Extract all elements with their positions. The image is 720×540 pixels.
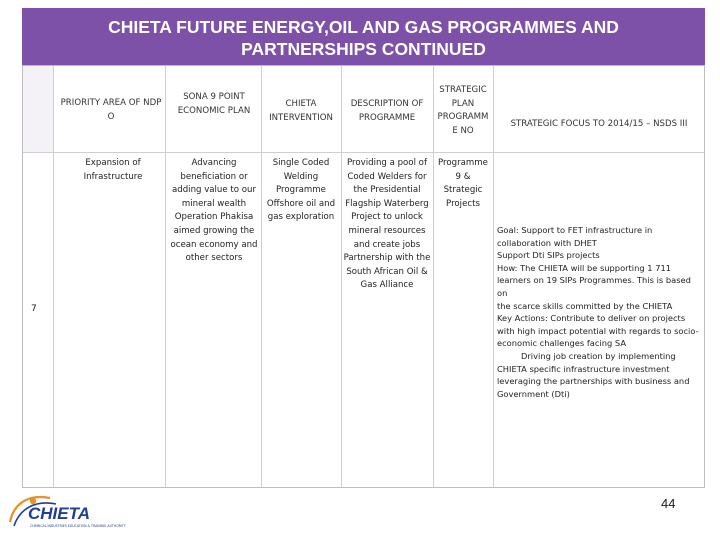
focus-line: the scarce skills committed by the CHIETA bbox=[497, 300, 673, 311]
logo-tagline: CHEMICAL INDUSTRIES EDUCATION & TRAINING AUTHORITY bbox=[30, 524, 126, 528]
focus-line: collaboration with DHET bbox=[497, 237, 597, 248]
focus-line: learners on 19 SIPs Programmes. This is based on bbox=[497, 275, 691, 298]
row-number: 7 bbox=[31, 304, 37, 314]
focus-line: Support Dti SIPs projects bbox=[497, 250, 600, 261]
focus-line: Driving job creation by implementing bbox=[521, 350, 676, 361]
header-description: DESCRIPTION OF PROGRAMME bbox=[350, 99, 424, 123]
cell-chieta-intervention: Single Coded Welding Programme Offshore oil and gas exploration bbox=[266, 158, 336, 223]
column-divider bbox=[433, 66, 434, 487]
column-divider bbox=[165, 66, 166, 487]
slide-title bbox=[22, 8, 705, 65]
focus-line: Goal: Support to FET infrastructure in bbox=[497, 225, 653, 235]
focus-line: economic challenges facing SA bbox=[497, 338, 627, 349]
cell-strategic-plan: Programme 9 & Strategic Projects bbox=[438, 158, 488, 209]
programmes-table bbox=[22, 65, 705, 488]
focus-line: CHIETA specific infrastructure investment bbox=[497, 363, 670, 374]
focus-line: with high impact potential with regards to socio- bbox=[497, 325, 699, 336]
cell-description: Providing a pool of Coded Welders for the Presidential Flagship Waterberg Project to unlock mineral resources and create jobs Partnership with the South African Oil & Gas Alliance bbox=[343, 158, 431, 291]
focus-line: Key Actions: Contribute to deliver on projects bbox=[497, 313, 686, 324]
column-divider bbox=[493, 66, 494, 487]
page-number: 44 bbox=[661, 496, 676, 511]
header-chieta-intervention: CHIETA INTERVENTION bbox=[269, 99, 333, 123]
column-divider bbox=[261, 66, 262, 487]
column-divider bbox=[53, 66, 54, 487]
header-sona-plan: SONA 9 POINT ECONOMIC PLAN bbox=[177, 92, 251, 116]
focus-line: Government (Dti) bbox=[497, 388, 570, 399]
header-strategic-plan: STRATEGIC PLAN PROGRAMM E NO bbox=[437, 85, 489, 136]
cell-strategic-focus bbox=[497, 224, 703, 400]
slide-title-line-1: CHIETA FUTURE ENERGY,OIL AND GAS PROGRAMMES AND bbox=[108, 17, 619, 37]
row-number-column-header bbox=[23, 66, 53, 152]
logo-wordmark: CHIETA bbox=[28, 504, 91, 523]
focus-line: leveraging the partnerships with business and bbox=[497, 376, 690, 387]
cell-priority-area: Expansion of Infrastructure bbox=[83, 158, 143, 182]
header-strategic-focus: STRATEGIC FOCUS TO 2014/15 – NSDS III bbox=[510, 119, 688, 129]
slide-title-line-2: PARTNERSHIPS CONTINUED bbox=[241, 39, 486, 59]
focus-line: How: The CHIETA will be supporting 1 711 bbox=[497, 262, 672, 273]
header-row-divider bbox=[23, 152, 704, 153]
chieta-logo bbox=[6, 488, 134, 532]
cell-sona-plan: Advancing beneficiation or adding value to our mineral wealth Operation Phakisa aimed growing the ocean economy and other sectors bbox=[170, 158, 258, 264]
header-priority-area: PRIORITY AREA OF NDP O bbox=[60, 98, 162, 122]
column-divider bbox=[341, 66, 342, 487]
